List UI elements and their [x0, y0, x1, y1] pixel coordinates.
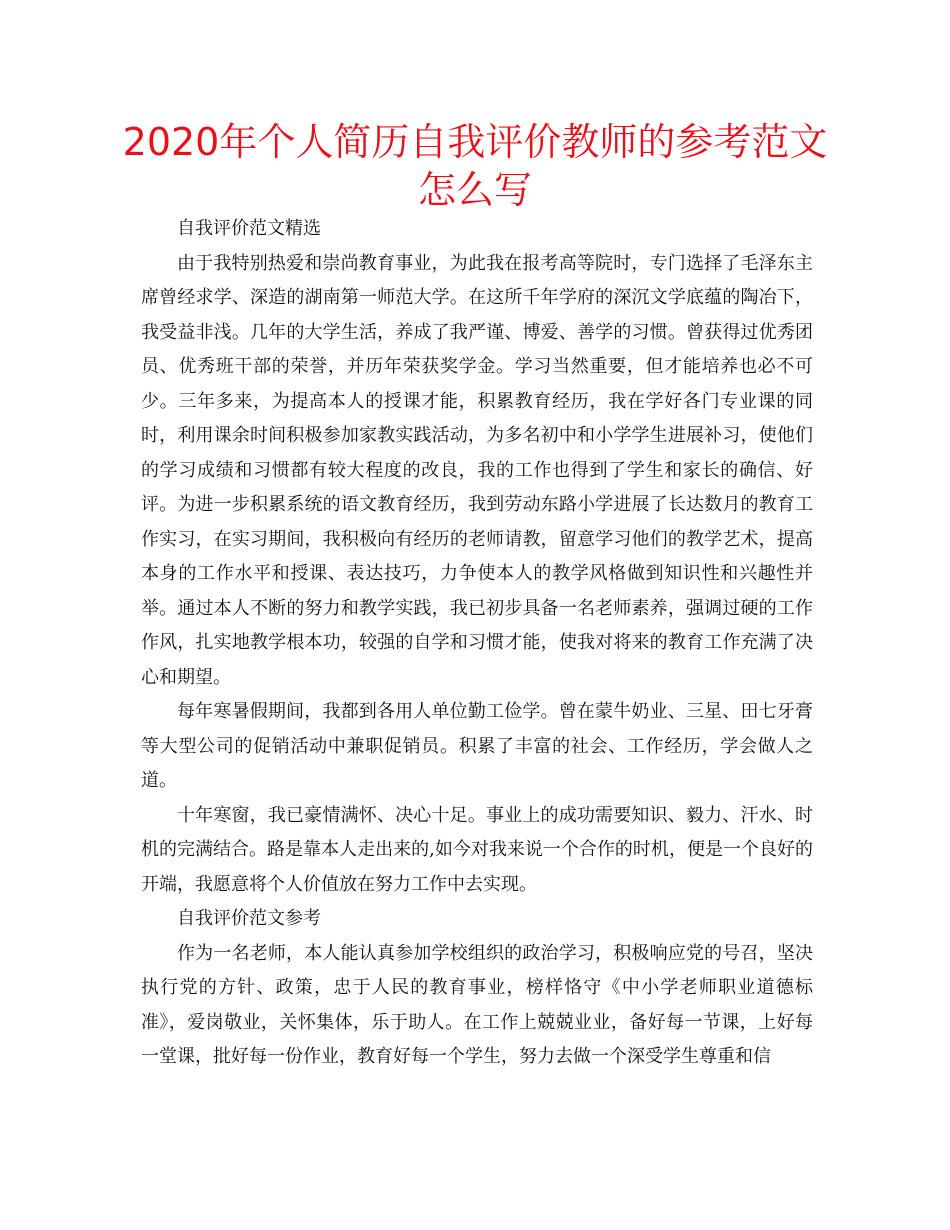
section-heading-selected-samples: 自我评价范文精选	[177, 218, 321, 239]
paragraph-education-experience: 由于我特别热爱和崇尚教育事业，为此我在报考高等院时，专门选择了毛泽东主席曾经求学、深造的湖南第一师范大学。在这所千年学府的深沉文学底蕴的陶冶下，我受益非浅。几年的大学生活，养成了我严谨、博爱、善学的习惯。曾获得过优秀团员、优秀班干部的荣誉，并历年荣获奖学金。学习当然重要，但才能培养也必不可少。三年多来，为提高本人的授课才能，积累教育经历，我在学好各门专业课的同时，利用课余时间积极参加家教实践活动，为多名初中和小学学生进展补习，使他们的学习成绩和习惯都有较大程度的改良，我的工作也得到了学生和家长的确信、好评。为进一步积累系统的语文教育经历，我到劳动东路小学进展了长达数月的教育工作实习，在实习期间，我积极向有经历的老师请教，留意学习他们的教学艺术，提高本身的工作水平和授课、表达技巧，力争使本人的教学风格做到知识性和兴趣性并举。通过本人不断的努力和教学实践，我已初步具备一名老师素养，强调过硬的工作作风，扎实地教学根本功，较强的自学和习惯才能，使我对将来的教育工作充满了决心和期望。	[141, 252, 813, 688]
document-title: 2020年个人简历自我评价教师的参考范文怎么写	[122, 120, 828, 212]
section-heading-reference-samples: 自我评价范文参考	[177, 908, 321, 929]
paragraph-teacher-evaluation: 作为一名老师，本人能认真参加学校组织的政治学习，积极响应党的号召，坚决执行党的方针、政策，忠于人民的教育事业，榜样恪守《中小学老师职业道德标准》，爱岗敬业，关怀集体，乐于助人。在工作上兢兢业业，备好每一节课，上好每一堂课，批好每一份作业，教育好每一个学生，努力去做一个深受学生尊重和信	[141, 942, 813, 1067]
document-body	[141, 212, 813, 1075]
paragraph-determination: 十年寒窗，我已豪情满怀、决心十足。事业上的成功需要知识、毅力、汗水、时机的完满结合。路是靠本人走出来的,如今对我来说一个合作的时机，便是一个良好的开端，我愿意将个人价值放在努力工作中去实现。	[141, 804, 813, 895]
paragraph-part-time-work: 每年寒暑假期间，我都到各用人单位勤工俭学。曾在蒙牛奶业、三星、田七牙膏等大型公司的促销活动中兼职促销员。积累了丰富的社会、工作经历，学会做人之道。	[141, 701, 813, 791]
